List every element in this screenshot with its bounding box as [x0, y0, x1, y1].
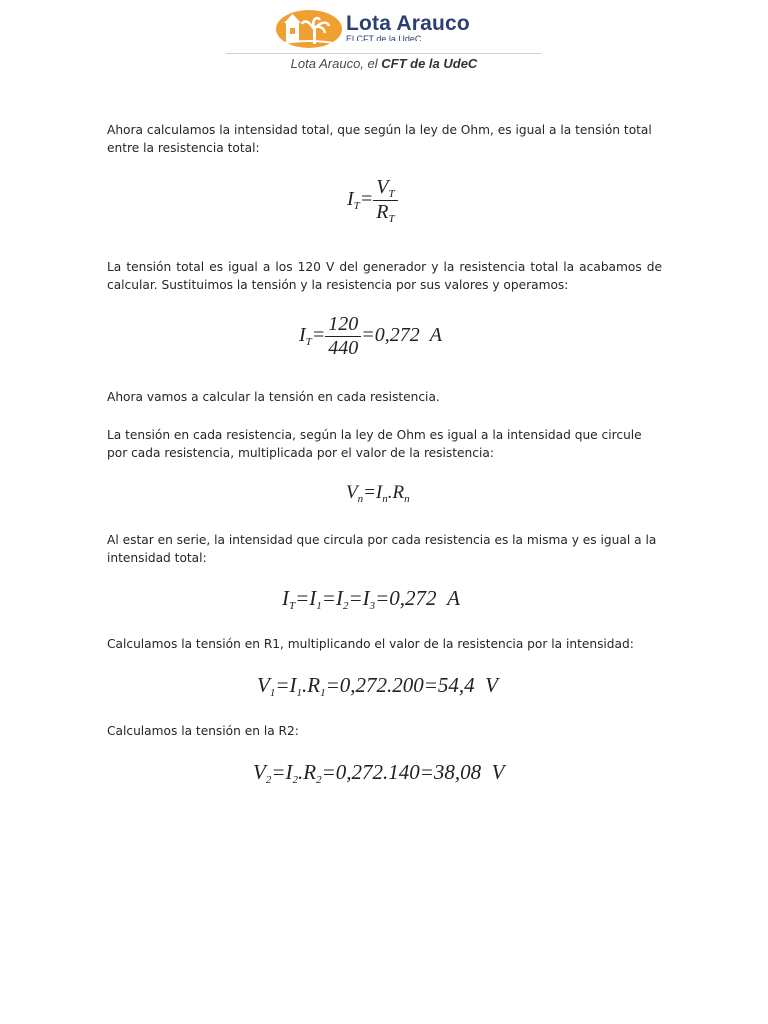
- eq-result: =0,272: [375, 586, 437, 610]
- eq-subscript: 2: [265, 774, 272, 786]
- eq-term: .R: [298, 760, 317, 784]
- tagline-prefix: Lota Arauco, el: [290, 56, 382, 71]
- eq-term: =I: [363, 482, 383, 503]
- eq-symbol: V: [253, 760, 266, 784]
- eq-subscript: 1: [296, 687, 302, 699]
- equation-it-fraction: [347, 176, 398, 225]
- eq-result: =0,272.200=54,4: [325, 673, 475, 697]
- equation-v1: [257, 673, 498, 699]
- eq-operator: =: [311, 324, 326, 347]
- campus-emblem-icon: [274, 8, 344, 50]
- eq-result: =0,272: [361, 324, 420, 347]
- eq-fraction: [373, 176, 397, 225]
- equation-vn: [346, 482, 410, 505]
- eq-subscript: T: [289, 600, 296, 612]
- paragraph-tension-each: Ahora vamos a calcular la tensión en cada resistencia.: [107, 390, 440, 404]
- eq-subscript: n: [357, 493, 364, 505]
- eq-subscript: n: [404, 493, 410, 505]
- header-tagline: [0, 56, 768, 71]
- eq-symbol: V: [346, 482, 358, 503]
- eq-subscript: T: [353, 200, 360, 213]
- eq-symbol: V: [257, 673, 270, 697]
- eq-term: =I: [321, 586, 343, 610]
- paragraph-substitution: La tensión total es igual a los 120 V del generador y la resistencia total la acabamos de calcular. Sustituimos la tensión y la resistencia por sus valores y operamos:: [107, 260, 662, 292]
- eq-subscript: 2: [316, 774, 322, 786]
- eq-subscript: 1: [316, 600, 322, 612]
- paragraph-tension-r1: Calculamos la tensión en R1, multiplicando el valor de la resistencia por la intensidad:: [107, 637, 634, 651]
- page-header: [0, 0, 768, 80]
- eq-subscript: T: [388, 213, 395, 225]
- eq-subscript: n: [382, 493, 388, 505]
- eq-unit: A: [429, 324, 443, 347]
- eq-subscript: 2: [292, 774, 298, 786]
- paragraph-tension-r2: Calculamos la tensión en la R2:: [107, 724, 299, 738]
- logo-subtitle: El CFT de la UdeC: [346, 35, 422, 41]
- equation-currents-equal: [282, 586, 460, 612]
- eq-operator: =: [359, 188, 374, 211]
- eq-subscript: 2: [342, 600, 349, 612]
- eq-subscript: 1: [320, 687, 326, 699]
- eq-numerator: 120: [328, 313, 359, 335]
- eq-subscript: 1: [269, 687, 276, 699]
- lota-arauco-logo: [274, 8, 534, 50]
- eq-subscript: T: [388, 188, 395, 200]
- eq-term: =I: [271, 760, 293, 784]
- paragraph-ohm-law: La tensión en cada resistencia, según la ley de Ohm es igual a la intensidad que circule por cada resistencia, multiplicada por el valor de la resistencia:: [107, 428, 642, 460]
- eq-fraction: [325, 313, 361, 360]
- eq-numerator: V: [376, 176, 389, 198]
- header-divider: [226, 53, 541, 54]
- eq-subscript: 3: [369, 600, 376, 612]
- equation-v2: [253, 760, 505, 786]
- equation-it-numeric: [299, 313, 442, 360]
- eq-term: .R: [302, 673, 321, 697]
- paragraph-intensity-total: Ahora calculamos la intensidad total, que según la ley de Ohm, es igual a la tensión total entre la resistencia total:: [107, 123, 652, 155]
- eq-subscript: T: [305, 336, 312, 349]
- eq-term: =I: [275, 673, 297, 697]
- eq-term: =I: [348, 586, 370, 610]
- paragraph-series: Al estar en serie, la intensidad que circula por cada resistencia es la misma y es igual a la intensidad total:: [107, 533, 657, 565]
- eq-result: =0,272.140=38,08: [321, 760, 482, 784]
- eq-denominator: 440: [325, 336, 361, 360]
- eq-term: =I: [295, 586, 317, 610]
- eq-denominator: R: [376, 201, 389, 223]
- logo-title: Lota Arauco: [346, 12, 470, 35]
- tagline-bold: CFT de la UdeC: [381, 56, 478, 71]
- eq-unit: A: [447, 586, 460, 610]
- eq-unit: V: [491, 760, 505, 784]
- eq-symbol: I: [299, 324, 306, 347]
- eq-unit: V: [485, 673, 498, 697]
- eq-symbol: I: [347, 188, 354, 211]
- eq-symbol: I: [282, 586, 289, 610]
- eq-term: .R: [387, 482, 405, 503]
